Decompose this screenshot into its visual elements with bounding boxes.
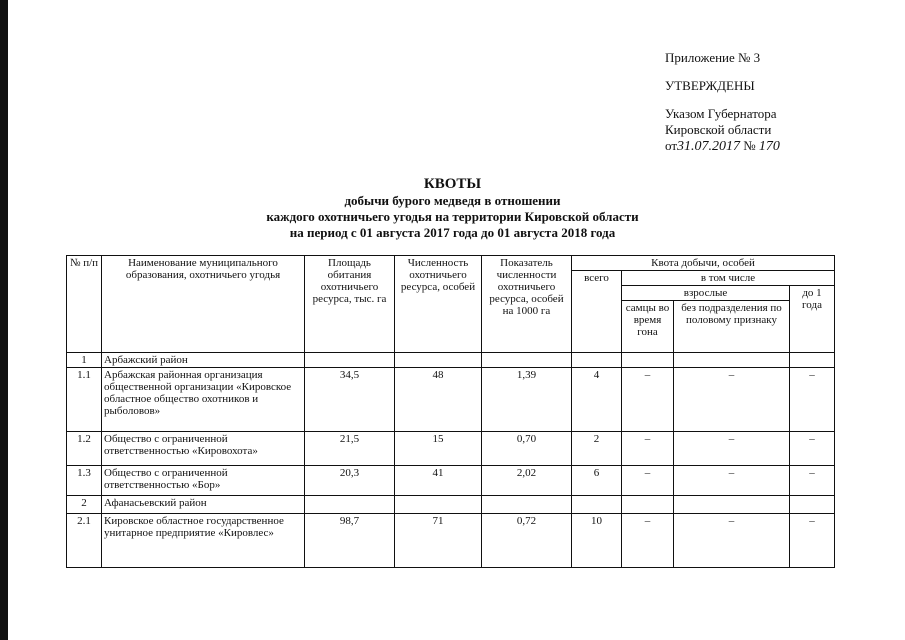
- header-nosex: без подразделения по половому признаку: [674, 301, 790, 353]
- appendix-block: [665, 50, 780, 155]
- row-num: 2: [67, 496, 102, 514]
- row-males: –: [622, 432, 674, 466]
- title-line-2: каждого охотничьего угодья на территории Кировской области: [266, 209, 639, 224]
- table-row: [67, 368, 835, 432]
- scan-edge: [0, 0, 8, 640]
- row-num: 1.3: [67, 466, 102, 496]
- header-males: самцы во время гона: [622, 301, 674, 353]
- row-num: 2.1: [67, 514, 102, 568]
- row-males: –: [622, 368, 674, 432]
- row-area: 21,5: [305, 432, 395, 466]
- row-males: –: [622, 514, 674, 568]
- row-area: 98,7: [305, 514, 395, 568]
- date-prefix: от: [665, 138, 678, 153]
- row-name: Общество с ограниченной ответственностью «Кировохота»: [102, 432, 305, 466]
- row-count: 15: [395, 432, 482, 466]
- header-area: Площадь обитания охотничьего ресурса, тыс. га: [305, 256, 395, 353]
- header-num: № п/п: [67, 256, 102, 353]
- header-density: Показатель численности охотничьего ресурса, особей на 1000 га: [482, 256, 572, 353]
- row-name: Общество с ограниченной ответственностью «Бор»: [102, 466, 305, 496]
- row-count: 41: [395, 466, 482, 496]
- number-prefix: №: [743, 138, 756, 153]
- decree-number: 170: [758, 139, 780, 154]
- title-line-1: добычи бурого медведя в отношении: [344, 193, 561, 208]
- decree-date-line: [665, 138, 780, 155]
- document-title: [0, 175, 905, 241]
- row-under1: –: [790, 466, 835, 496]
- appendix-number: Приложение № 3: [665, 50, 761, 65]
- row-name: Арбажская районная организация общественной организации «Кировское областное общество охотников и рыболовов»: [102, 368, 305, 432]
- row-total: 10: [572, 514, 622, 568]
- approved-label: УТВЕРЖДЕНЫ: [665, 78, 755, 93]
- row-nosex: –: [674, 432, 790, 466]
- decree-line-2: Кировской области: [665, 122, 772, 137]
- header-name: Наименование муниципального образования, охотничьего угодья: [102, 256, 305, 353]
- row-nosex: –: [674, 466, 790, 496]
- row-nosex: –: [674, 514, 790, 568]
- row-under1: –: [790, 368, 835, 432]
- row-name: Афанасьевский район: [102, 496, 305, 514]
- decree-date: 31.07.2017: [677, 139, 741, 154]
- table-row: [67, 432, 835, 466]
- header-count: Численность охотничьего ресурса, особей: [395, 256, 482, 353]
- title-line-3: на период с 01 августа 2017 года до 01 августа 2018 года: [289, 225, 616, 240]
- row-num: 1.2: [67, 432, 102, 466]
- table-row: [67, 353, 835, 368]
- row-name: Кировское областное государственное унитарное предприятие «Кировлес»: [102, 514, 305, 568]
- row-name: Арбажский район: [102, 353, 305, 368]
- table-row: [67, 466, 835, 496]
- row-density: 0,72: [482, 514, 572, 568]
- decree-line-1: Указом Губернатора: [665, 106, 777, 121]
- row-density: 1,39: [482, 368, 572, 432]
- row-total: 2: [572, 432, 622, 466]
- row-density: 0,70: [482, 432, 572, 466]
- row-under1: –: [790, 432, 835, 466]
- quota-table: [66, 255, 835, 568]
- table-row: [67, 514, 835, 568]
- header-quota: Квота добычи, особей: [572, 256, 835, 271]
- row-total: 6: [572, 466, 622, 496]
- row-under1: –: [790, 514, 835, 568]
- row-males: –: [622, 466, 674, 496]
- title-main: КВОТЫ: [423, 176, 482, 192]
- row-num: 1.1: [67, 368, 102, 432]
- header-total: всего: [572, 271, 622, 353]
- row-total: 4: [572, 368, 622, 432]
- row-density: 2,02: [482, 466, 572, 496]
- row-area: 20,3: [305, 466, 395, 496]
- row-area: 34,5: [305, 368, 395, 432]
- row-count: 71: [395, 514, 482, 568]
- row-num: 1: [67, 353, 102, 368]
- row-count: 48: [395, 368, 482, 432]
- row-nosex: –: [674, 368, 790, 432]
- header-under1: до 1 года: [790, 286, 835, 353]
- table-row: [67, 496, 835, 514]
- header-adults: взрослые: [622, 286, 790, 301]
- header-including: в том числе: [622, 271, 835, 286]
